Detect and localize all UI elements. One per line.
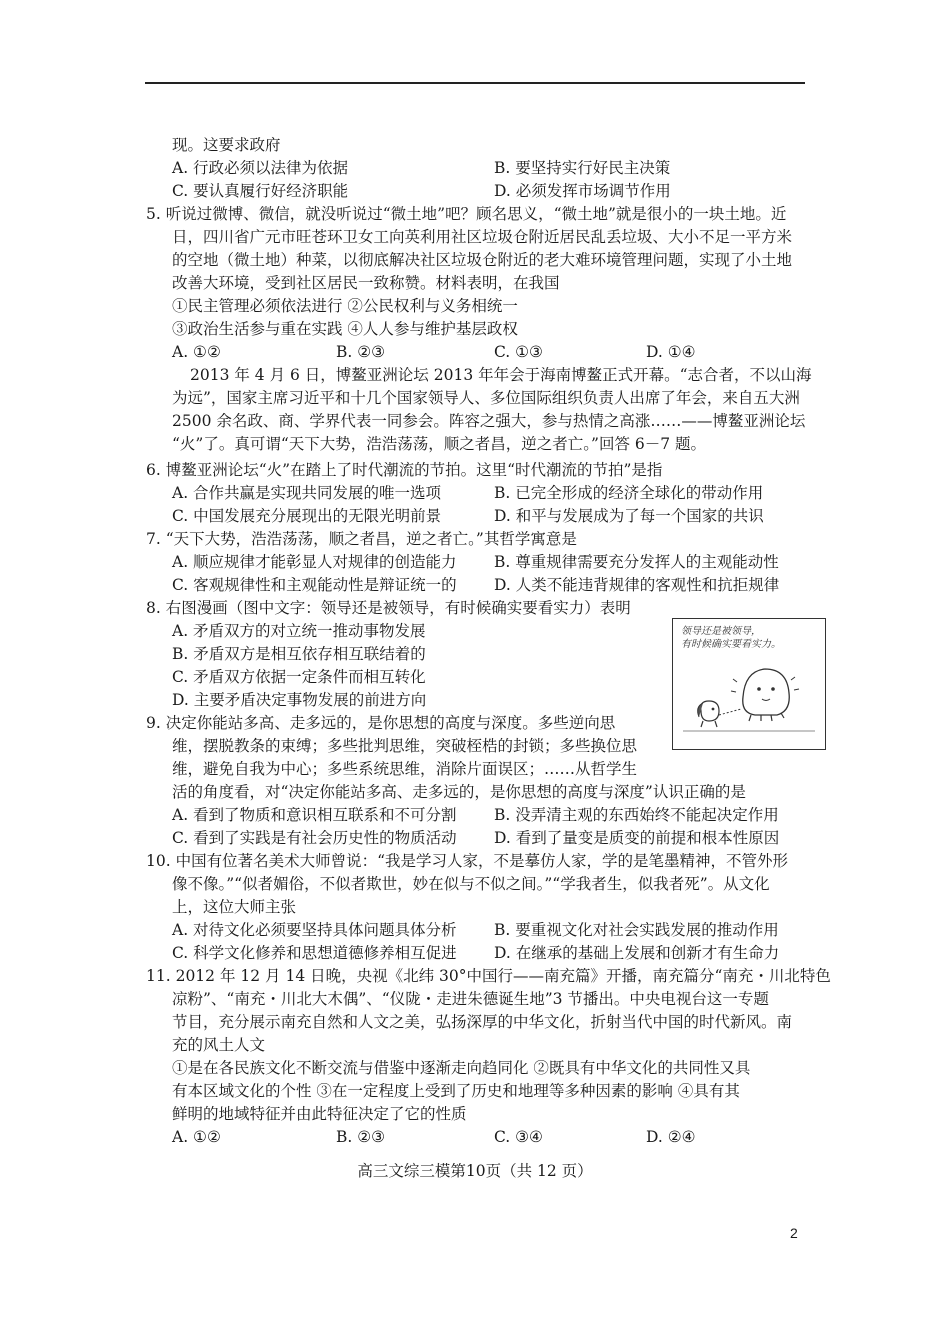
- q11-option-d: D. ②④: [646, 1128, 696, 1146]
- q10-option-b: B. 要重视文化对社会实践发展的推动作用: [494, 921, 779, 939]
- q10-option-d: D. 在继承的基础上发展和创新才有生命力: [494, 944, 780, 962]
- q9-option-b: B. 没弄清主观的东西始终不能起决定作用: [494, 806, 779, 824]
- q6-option-d: D. 和平与发展成为了每一个国家的共识: [494, 507, 764, 525]
- q7-option-a: A. 顺应规律才能彰显人对规律的创造能力: [172, 553, 457, 571]
- q6-option-b: B. 已完全形成的经济全球化的带动作用: [494, 484, 764, 502]
- q10-option-a: A. 对待文化必须要坚持具体问题具体分析: [172, 921, 457, 939]
- q8-option-a: A. 矛盾双方的对立统一推动事物发展: [172, 622, 426, 640]
- q8-option-c: C. 矛盾双方依据一定条件而相互转化: [172, 668, 426, 686]
- q4-option-b: B. 要坚持实行好民主决策: [494, 159, 671, 177]
- q9-line: 维，避免自我为中心；多些系统思维，消除片面误区；……从哲学生: [172, 760, 638, 778]
- q9-line: 活的角度看，对“决定你能站多高、走多远的，是你思想的高度与深度”认识正确的是: [172, 783, 746, 801]
- q11-item: 有本区域文化的个性 ③在一定程度上受到了历史和地理等多种因素的影响 ④具有其: [172, 1082, 740, 1100]
- cartoon-drawing: [673, 619, 825, 749]
- q10-line: 10. 中国有位著名美术大师曾说：“我是学习人家，不是摹仿人家，学的是笔墨精神，不管外形: [146, 852, 789, 870]
- page-footer: 高三文综三模第10页（共 12 页）: [357, 1162, 593, 1180]
- q9-option-a: A. 看到了物质和意识相互联系和不可分割: [172, 806, 457, 824]
- q4-option-c: C. 要认真履行好经济职能: [172, 182, 349, 200]
- q5-option-c: C. ①③: [494, 343, 543, 361]
- q11-option-a: A. ①②: [172, 1128, 221, 1146]
- q11-line: 充的风土人文: [172, 1036, 266, 1054]
- q5-item: ①民主管理必须依法进行 ②公民权利与义务相统一: [172, 297, 518, 315]
- q9-line: 维，摆脱教条的束缚；多些批判思维，突破桎梏的封锁；多些换位思: [172, 737, 638, 755]
- q10-line: 像不像。”“似者媚俗，不似者欺世，妙在似与不似之间。”“学我者生，似我者死”。从文化: [172, 875, 770, 893]
- material-line: “火”了。真可谓“天下大势，浩浩荡荡，顺之者昌，逆之者亡。”回答 6－7 题。: [172, 435, 707, 453]
- q5-line: 的空地（微土地）种菜，以彻底解决社区垃圾仓附近的老大难环境管理问题，实现了小土地: [172, 251, 793, 269]
- q11-item: 鲜明的地域特征并由此特征决定了它的性质: [172, 1105, 467, 1123]
- q5-option-b: B. ②③: [336, 343, 386, 361]
- q6-option-a: A. 合作共赢是实现共同发展的唯一选项: [172, 484, 442, 502]
- q5-line: 5. 听说过微博、微信，就没听说过“微土地”吧？顾名思义，“微土地”就是很小的一块土地。近: [146, 205, 787, 223]
- q4-stem-tail: 现。这要求政府: [172, 136, 281, 154]
- q5-option-a: A. ①②: [172, 343, 221, 361]
- q9-option-c: C. 看到了实践是有社会历史性的物质活动: [172, 829, 457, 847]
- q4-option-a: A. 行政必须以法律为依据: [172, 159, 349, 177]
- q6-stem: 6. 博鳌亚洲论坛“火”在踏上了时代潮流的节拍。这里“时代潮流的节拍”是指: [146, 461, 663, 479]
- q10-option-c: C. 科学文化修养和思想道德修养相互促进: [172, 944, 457, 962]
- q6-option-c: C. 中国发展充分展现出的无限光明前景: [172, 507, 442, 525]
- q7-option-b: B. 尊重规律需要充分发挥人的主观能动性: [494, 553, 779, 571]
- q5-line: 改善大环境，受到社区居民一致称赞。材料表明，在我国: [172, 274, 560, 292]
- cartoon-caption-line: 领导还是被领导，: [681, 626, 761, 637]
- q8-option-d: D. 主要矛盾决定事物发展的前进方向: [172, 691, 427, 709]
- q5-line: 日，四川省广元市旺苍环卫女工向英利用社区垃圾仓附近居民乱丢垃圾、大小不足一平方米: [172, 228, 793, 246]
- q7-option-d: D. 人类不能违背规律的客观性和抗拒规律: [494, 576, 780, 594]
- q8-option-b: B. 矛盾双方是相互依存相互联结着的: [172, 645, 426, 663]
- q5-option-d: D. ①④: [646, 343, 696, 361]
- q11-option-c: C. ③④: [494, 1128, 543, 1146]
- q11-line: 11. 2012 年 12 月 14 日晚，央视《北纬 30°中国行——南充篇》开播，南充篇分“南充・川北特色: [146, 967, 831, 985]
- q11-line: 节目，充分展示南充自然和人文之美，弘扬深厚的中华文化，折射当代中国的时代新风。南: [172, 1013, 793, 1031]
- material-line: 2500 余名政、商、学界代表一同参会。阵容之强大，参与热情之高涨……——博鳌亚洲论坛: [172, 412, 806, 430]
- q11-item: ①是在各民族文化不断交流与借鉴中逐渐走向趋同化 ②既具有中华文化的共同性又具: [172, 1059, 751, 1077]
- q11-line: 凉粉”、“南充・川北大木偶”、“仪陇・走进朱德诞生地”3 节播出。中央电视台这一专题: [172, 990, 769, 1008]
- q7-stem: 7. “天下大势，浩浩荡荡，顺之者昌，逆之者亡。”其哲学寓意是: [146, 530, 577, 548]
- material-line: 为远”，国家主席习近平和十几个国家领导人、多位国际组织负责人出席了年会，来自五大洲: [172, 389, 800, 407]
- cartoon-caption-line: 有时候确实要看实力。: [681, 639, 781, 650]
- q11-option-b: B. ②③: [336, 1128, 386, 1146]
- q7-option-c: C. 客观规律性和主观能动性是辩证统一的: [172, 576, 457, 594]
- q8-stem: 8. 右图漫画（图中文字：领导还是被领导，有时候确实要看实力）表明: [146, 599, 631, 617]
- q5-item: ③政治生活参与重在实践 ④人人参与维护基层政权: [172, 320, 518, 338]
- cartoon-image: [672, 618, 826, 750]
- q9-line: 9. 决定你能站多高、走多远的，是你思想的高度与深度。多些逆向思: [146, 714, 616, 732]
- page-number: 2: [790, 1225, 798, 1241]
- q9-option-d: D. 看到了量变是质变的前提和根本性原因: [494, 829, 780, 847]
- q10-line: 上，这位大师主张: [172, 898, 297, 916]
- material-line: 2013 年 4 月 6 日，博鳌亚洲论坛 2013 年年会于海南博鳌正式开幕。“志合者，不以山海: [190, 366, 812, 384]
- q4-option-d: D. 必须发挥市场调节作用: [494, 182, 671, 200]
